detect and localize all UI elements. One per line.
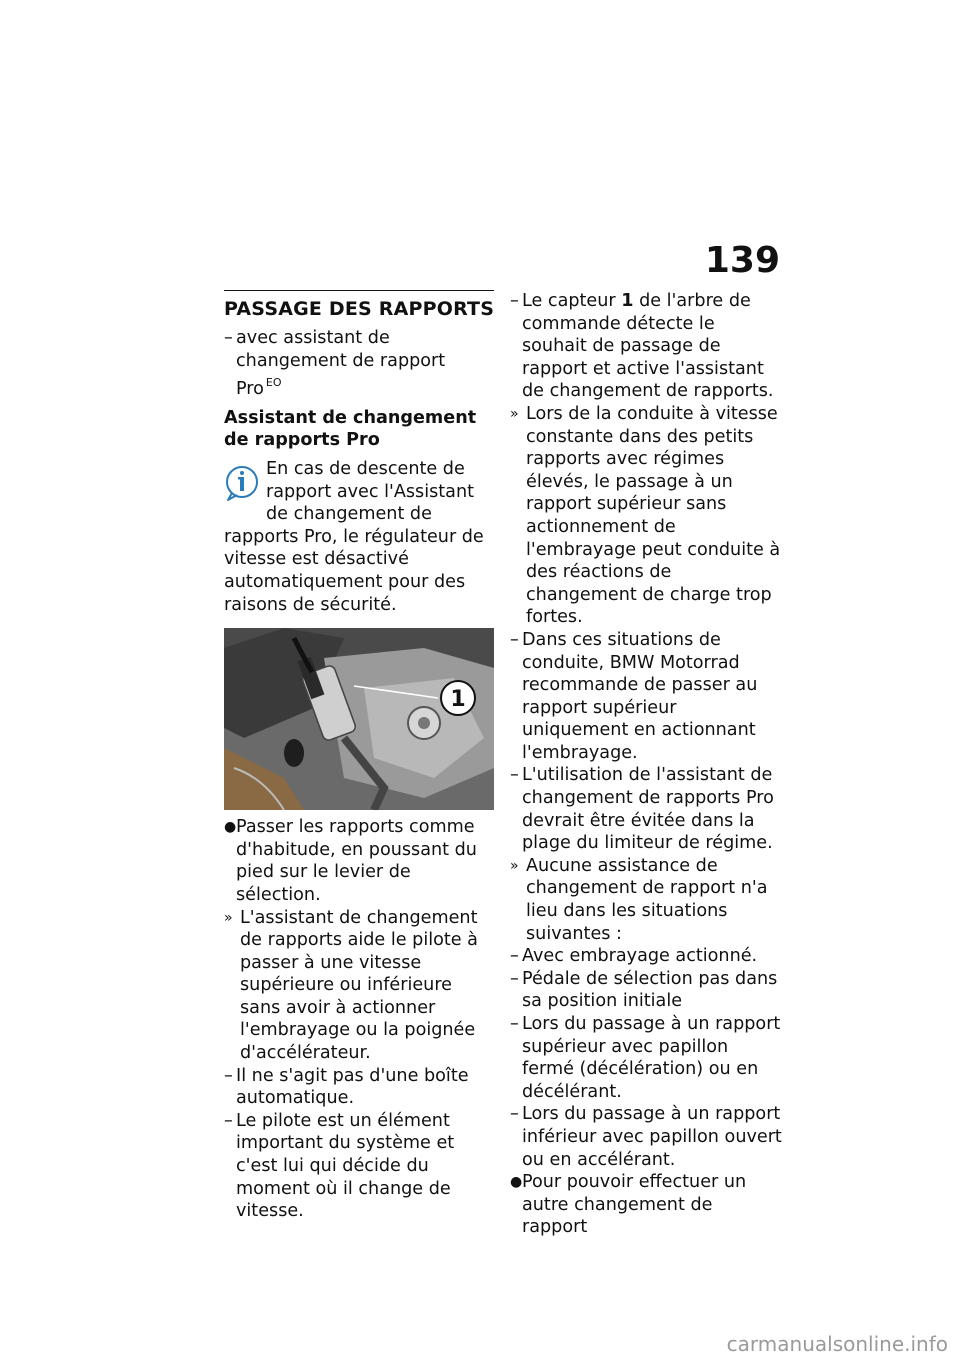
info-note-text: En cas de descente de rapport avec l'Assistant de changement de rapports Pro, le régulateur de vitesse est désactivé automatiquement pour des raisons de sécurité. [224, 458, 484, 615]
dash-marker: – [224, 1110, 233, 1131]
shift-sensor-photo [224, 628, 494, 810]
info-note [224, 458, 496, 616]
list-item-text: Lors du passage à un rapport inférieur avec papillon ouvert ou en accélérant. [522, 1104, 782, 1170]
list-item-text: Lors de la conduite à vitesse constante dans des petits rapports avec régimes élevés, le passage à un rapport supérieur sans actionnement de l'embrayage peut conduite à des réactions de changement de charge trop fortes. [526, 403, 781, 628]
info-icon [224, 464, 260, 504]
list-item [510, 290, 782, 403]
list-item [510, 945, 782, 968]
result-arrow-icon: » [224, 909, 233, 926]
equipment-superscript: EO [265, 376, 282, 390]
left-item-list [224, 816, 496, 1223]
list-item-text: Passer les rapports comme d'habitude, en poussant du pied sur le levier de sélection. [236, 817, 477, 905]
list-item [510, 1171, 782, 1239]
list-item [224, 1110, 496, 1223]
list-item-text: Le capteur 1 de l'arbre de commande détecte le souhait de passage de rapport et active l'assistant de changement de rapports. [522, 291, 774, 402]
list-item [224, 1065, 496, 1110]
list-item-text: Pour pouvoir effectuer un autre changement de rapport [522, 1172, 747, 1238]
dash-marker: – [510, 968, 519, 989]
list-item-text: Il ne s'agit pas d'une boîte automatique. [236, 1065, 469, 1109]
engine-photo-illustration [224, 628, 494, 810]
list-item [510, 855, 782, 945]
list-item [510, 968, 782, 1013]
dash-marker: – [510, 629, 519, 650]
list-item-text: L'utilisation de l'assistant de changement de rapports Pro devrait être évitée dans la plage du limiteur de régime. [522, 765, 774, 854]
list-item-text: Aucune assistance de changement de rapport n'a lieu dans les situations suivantes : [526, 855, 768, 944]
bullet-icon: ● [224, 819, 237, 836]
intro-text: avec assistant de changement de rapport Pro [236, 328, 446, 400]
section-rule [224, 290, 494, 291]
dash-marker: – [510, 1104, 519, 1125]
dash-marker: – [510, 946, 519, 967]
list-item-text: Lors du passage à un rapport supérieur avec papillon fermé (décélération) ou en décélérant. [522, 1014, 781, 1102]
dash-marker: – [224, 1065, 233, 1086]
subsection-title: Assistant de changement de rapports Pro [224, 407, 477, 451]
figure-reference: 1 [621, 291, 634, 311]
list-item-text: Dans ces situations de conduite, BMW Motorrad recommande de passer au rapport supérieur uniquement en actionnant l'embrayage. [522, 629, 758, 763]
list-item [224, 816, 496, 906]
right-column [510, 290, 782, 1239]
list-item [510, 1103, 782, 1171]
list-item-text: Avec embrayage actionné. [522, 946, 758, 967]
watermark: carmanualsonline.info [726, 1332, 948, 1356]
intro-item [224, 327, 496, 401]
left-column [224, 290, 496, 1223]
dash-marker: – [510, 765, 519, 786]
list-item-text: Pédale de sélection pas dans sa position initiale [522, 968, 778, 1012]
dash-marker: – [510, 1014, 519, 1034]
callout-number-1: 1 [450, 687, 466, 713]
result-arrow-icon: » [510, 405, 519, 422]
list-item [510, 1013, 782, 1103]
section-title: PASSAGE DES RAPPORTS [224, 298, 495, 320]
list-item [224, 907, 496, 1065]
bullet-icon: ● [510, 1174, 523, 1191]
page-number: 139 [704, 240, 780, 281]
right-item-list [510, 290, 782, 1239]
list-item-text: L'assistant de changement de rapports aide le pilote à passer à une vitesse supérieure ou inférieure sans avoir à actionner l'embrayage ou la poignée d'accélérateur. [240, 907, 478, 1064]
result-arrow-icon: » [510, 857, 519, 874]
list-item-text: Le pilote est un élément important du système et c'est lui qui décide du moment où il change de vitesse. [236, 1110, 455, 1222]
list-item [510, 764, 782, 854]
dash-marker: – [224, 328, 233, 348]
dash-marker: – [510, 291, 519, 311]
list-item [510, 403, 782, 629]
list-item [510, 629, 782, 765]
